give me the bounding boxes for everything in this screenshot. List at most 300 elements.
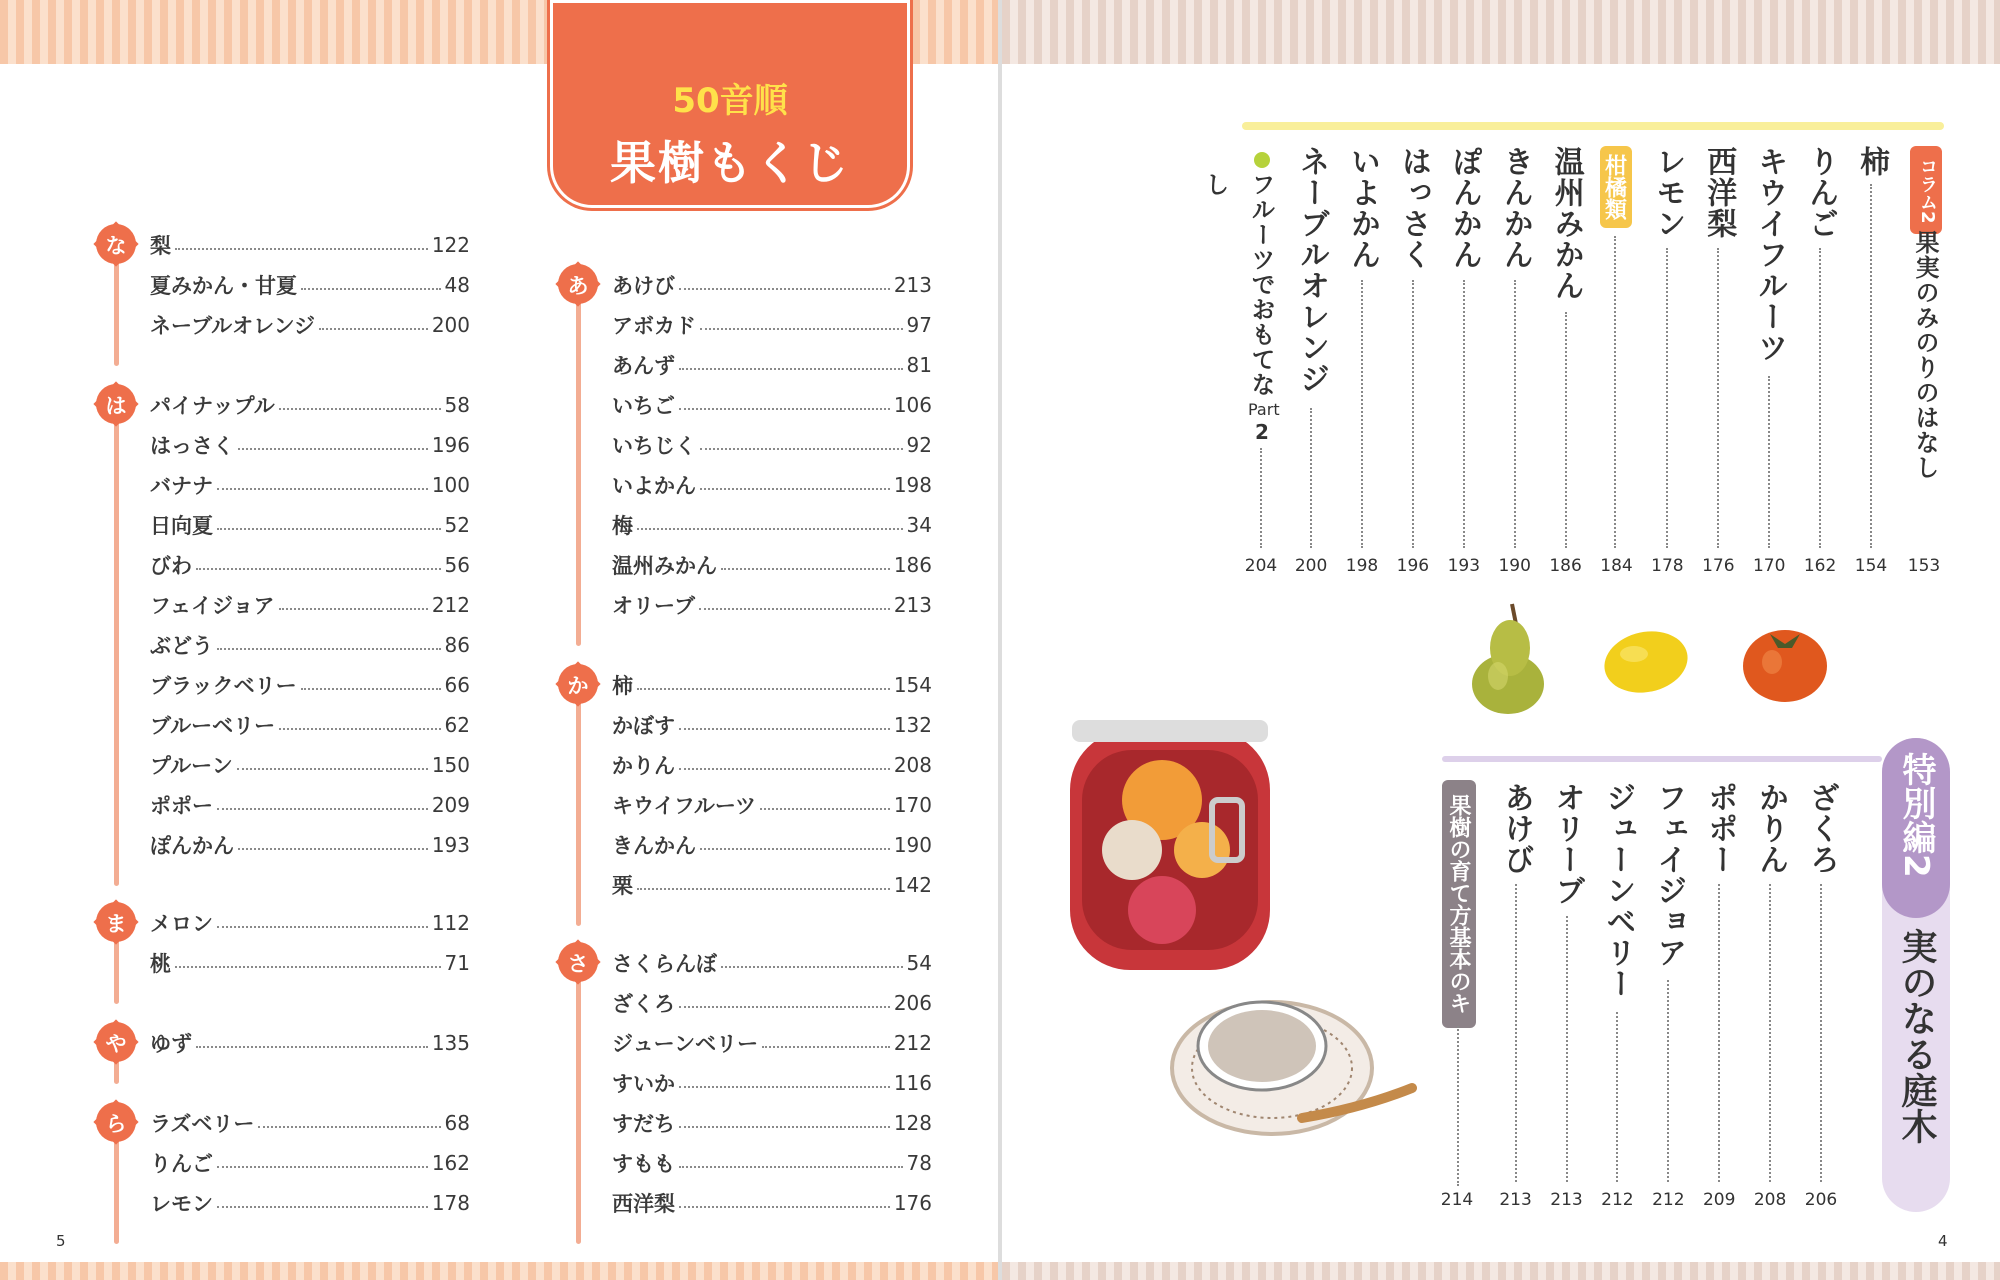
entry-page: 209 (431, 793, 470, 817)
leader-dots (217, 808, 428, 810)
entry-name: いちじく (612, 434, 696, 458)
entry-name: あけび (612, 274, 675, 298)
entry-name: 温州みかん (1548, 146, 1584, 301)
entry-name: あんず (612, 354, 675, 378)
index-entry[interactable] (612, 790, 932, 820)
contents-entry[interactable] (1746, 146, 1792, 363)
leader-dots (679, 288, 890, 290)
entry-page: 68 (444, 1111, 470, 1135)
special-chapter-title: 実のなる庭木 (1896, 928, 1937, 1144)
leader-dots (679, 1006, 890, 1008)
contents-entry[interactable] (1544, 782, 1590, 906)
leader-dots (1515, 884, 1517, 1182)
page-title: 果樹もくじ (610, 136, 850, 190)
section-line (1242, 122, 1944, 130)
title-tab (550, 0, 910, 208)
contents-entry[interactable] (1644, 146, 1690, 239)
leader-dots (196, 1046, 428, 1048)
title-subtitle: 50音順 (672, 81, 788, 121)
group-head-label: な (105, 234, 127, 258)
leader-dots (760, 808, 890, 810)
entry-name: ジューンベリー (1600, 782, 1636, 999)
leader-dots (217, 1166, 428, 1168)
entry-name: はっさく (1395, 146, 1431, 270)
entry-page: 128 (893, 1111, 932, 1135)
right-page (1002, 0, 2000, 1280)
entry-page: 186 (893, 553, 932, 577)
leader-dots (217, 926, 428, 928)
leader-dots (238, 448, 428, 450)
entry-page: 212 (431, 593, 470, 617)
entry-page: 170 (1752, 556, 1786, 576)
entry-page: 208 (1753, 1190, 1787, 1210)
entry-page: 196 (1396, 556, 1430, 576)
entry-name: オリーブ (612, 594, 695, 618)
persimmon-image (1740, 620, 1830, 704)
entry-page: 81 (906, 353, 932, 377)
entry-name: すいか (612, 1072, 675, 1096)
contents-entry[interactable] (1493, 782, 1539, 875)
leader-dots (217, 528, 441, 530)
entry-name: 梅 (612, 514, 633, 538)
contents-entry[interactable] (1492, 146, 1538, 270)
entry-name: いよかん (612, 474, 696, 498)
special-chapter-label: 特別編2 (1896, 752, 1936, 878)
entry-name: ぶどう (150, 634, 213, 658)
leader-dots (175, 966, 441, 968)
index-entry[interactable] (150, 670, 470, 700)
index-entry[interactable] (150, 630, 470, 660)
entry-name: あけび (1498, 782, 1534, 875)
group-head-badge (96, 384, 136, 424)
group-head-label: さ (567, 952, 589, 976)
index-entry[interactable] (612, 830, 932, 860)
entry-page: 132 (893, 713, 932, 737)
group-line (576, 296, 581, 646)
group-line (114, 1134, 119, 1244)
entry-page: 212 (893, 1031, 932, 1055)
leader-dots (1616, 1012, 1618, 1182)
leader-dots (637, 528, 903, 530)
entry-page: 206 (893, 991, 932, 1015)
group-line (576, 974, 581, 1244)
entry-page: 154 (1854, 556, 1888, 576)
entry-name: すもも (612, 1152, 675, 1176)
index-entry[interactable] (150, 310, 470, 340)
entry-name: フェイジョア (1651, 782, 1687, 968)
leader-dots (279, 408, 441, 410)
contents-entry[interactable] (1797, 146, 1843, 239)
leader-dots (1566, 916, 1568, 1182)
index-entry[interactable] (150, 830, 470, 860)
citrus-tag: 柑橘類 (1600, 146, 1632, 228)
entry-page: 190 (1498, 556, 1531, 576)
index-entry[interactable] (150, 550, 470, 580)
leader-dots (217, 1206, 428, 1208)
entry-page: 162 (431, 1151, 470, 1175)
entry-page: 97 (906, 313, 932, 337)
entry-name: ラズベリー (150, 1112, 255, 1136)
index-entry[interactable] (150, 710, 470, 740)
index-entry[interactable] (612, 350, 932, 380)
leader-dots (700, 488, 890, 490)
entry-name: オリーブ (1549, 782, 1585, 906)
leader-dots (1820, 884, 1822, 1182)
leader-dots (237, 768, 428, 770)
entry-name: アボカド (612, 314, 696, 338)
index-entry[interactable] (150, 1028, 470, 1058)
index-entry[interactable] (612, 750, 932, 780)
fruit-jar-image (1052, 690, 1292, 980)
entry-page: 66 (444, 673, 470, 697)
index-entry[interactable] (612, 1148, 932, 1178)
entry-name: キウイフルーツ (612, 794, 757, 818)
entry-page: 200 (1294, 556, 1328, 576)
entry-name: ポポー (150, 794, 213, 818)
leader-dots (1718, 884, 1720, 1182)
part-label: Part (1248, 400, 1280, 419)
entry-name: 日向夏 (150, 514, 213, 538)
leader-dots (1768, 376, 1770, 548)
index-entry[interactable] (150, 790, 470, 820)
leader-dots (196, 568, 441, 570)
group-head-label: ま (105, 912, 127, 936)
entry-name: びわ (150, 554, 192, 578)
entry-page: 142 (893, 873, 932, 897)
leader-dots (1514, 280, 1516, 548)
leader-dots (679, 408, 890, 410)
leader-dots (1463, 280, 1465, 548)
index-entry[interactable] (612, 270, 932, 300)
entry-name: ざくろ (612, 992, 675, 1016)
leader-dots (679, 1206, 890, 1208)
lemon-image (1600, 626, 1692, 698)
entry-name: りんご (150, 1152, 213, 1176)
entry-page: 198 (893, 473, 932, 497)
entry-name: レモン (1650, 146, 1686, 239)
leader-dots (762, 1046, 890, 1048)
index-entry[interactable] (150, 510, 470, 540)
section-line-special (1442, 756, 1882, 762)
entry-name: フェイジョア (150, 594, 275, 618)
page-number: 5 (56, 1232, 66, 1250)
entry-name: プルーン (150, 754, 233, 778)
entry-name: パイナップル (150, 394, 275, 418)
leader-dots (679, 728, 890, 730)
index-entry[interactable] (150, 1108, 470, 1138)
index-entry[interactable] (612, 470, 932, 500)
contents-entry[interactable] (1848, 146, 1894, 177)
entry-name: 柿 (1854, 146, 1889, 177)
contents-entry[interactable] (1645, 782, 1691, 968)
entry-name: バナナ (150, 474, 213, 498)
entry-name: 梨 (150, 234, 171, 258)
entry-page: 213 (893, 593, 932, 617)
index-entry[interactable] (612, 670, 932, 700)
bottom-stripe (0, 1262, 998, 1280)
entry-name: かりん (1753, 782, 1789, 875)
index-entry[interactable] (150, 390, 470, 420)
entry-page: 122 (431, 233, 470, 257)
entry-page: 106 (893, 393, 932, 417)
group-line (114, 256, 119, 366)
index-entry[interactable] (150, 230, 470, 260)
leader-dots (1565, 312, 1567, 548)
group-head-badge (96, 902, 136, 942)
entry-name: 温州みかん (612, 554, 717, 578)
entry-page: 178 (431, 1191, 470, 1215)
entry-name: 柿 (612, 674, 633, 698)
column-tag: コラム2 (1910, 146, 1942, 234)
entry-page: 212 (1601, 1190, 1634, 1210)
entry-page: 198 (1345, 556, 1379, 576)
index-entry[interactable] (612, 590, 932, 620)
entry-page: 193 (431, 833, 470, 857)
leader-dots (1870, 184, 1872, 548)
entry-page: 186 (1549, 556, 1582, 576)
group-head-badge (558, 942, 598, 982)
entry-page: 176 (1702, 556, 1735, 576)
entry-name: きんかん (612, 834, 696, 858)
soup-cup-image (1162, 988, 1422, 1138)
index-entry[interactable] (612, 550, 932, 580)
leader-dots (679, 1126, 890, 1128)
entry-page: 209 (1702, 1190, 1736, 1210)
entry-page: 112 (431, 911, 470, 935)
entry-page: 62 (444, 713, 470, 737)
leader-dots (1769, 884, 1771, 1182)
garden-page: 214 (1440, 1190, 1474, 1210)
leader-dots (1614, 236, 1616, 548)
entry-name: ゆず (150, 1032, 192, 1056)
leader-dots (679, 1166, 903, 1168)
leader-dots (679, 368, 903, 370)
index-entry[interactable] (612, 870, 932, 900)
index-entry[interactable] (150, 1188, 470, 1218)
entry-name: ネーブルオレンジ (150, 314, 316, 338)
page-number: 4 (1938, 1232, 1948, 1250)
entry-page: 213 (1550, 1190, 1583, 1210)
leader-dots (637, 688, 890, 690)
contents-entry[interactable] (1594, 782, 1640, 999)
garden-leader (1457, 1026, 1459, 1186)
contents-entry[interactable] (1441, 146, 1487, 270)
entry-name: かぼす (612, 714, 675, 738)
group-head-badge (96, 1102, 136, 1142)
entry-name: ブラックベリー (150, 674, 297, 698)
leader-dots (301, 688, 441, 690)
index-entry[interactable] (150, 948, 470, 978)
entry-page: 162 (1803, 556, 1837, 576)
leader-dots (699, 608, 890, 610)
index-entry[interactable] (150, 470, 470, 500)
part-leader (1260, 448, 1262, 548)
entry-page: 78 (906, 1151, 932, 1175)
entry-name: りんご (1803, 146, 1839, 239)
contents-entry[interactable] (1543, 146, 1589, 301)
index-entry[interactable] (612, 988, 932, 1018)
part-item-title: フルーツでおもてなし (1201, 172, 1275, 397)
entry-name: 栗 (612, 874, 633, 898)
entry-name: さくらんぼ (612, 952, 717, 976)
leader-dots (637, 888, 890, 890)
entry-page: 54 (906, 951, 932, 975)
entry-page: 71 (444, 951, 470, 975)
index-entry[interactable] (612, 310, 932, 340)
leader-dots (258, 1126, 440, 1128)
contents-entry[interactable] (1695, 146, 1741, 239)
bullet-dot (1254, 152, 1270, 168)
entry-page: 100 (431, 473, 470, 497)
index-entry[interactable] (150, 590, 470, 620)
leader-dots (1667, 980, 1669, 1182)
group-head-badge (558, 264, 598, 304)
group-line (114, 934, 119, 1004)
garden-tag: 果樹の育て方基本のキ (1442, 780, 1476, 1028)
entry-name: ジューンベリー (612, 1032, 759, 1056)
leader-dots (279, 608, 428, 610)
group-head-label: あ (567, 274, 589, 298)
entry-page: 150 (431, 753, 470, 777)
entry-page: 208 (893, 753, 932, 777)
entry-name: メロン (150, 912, 213, 936)
entry-page: 52 (444, 513, 470, 537)
group-head-label: ら (105, 1112, 127, 1136)
leader-dots (217, 648, 441, 650)
leader-dots (721, 568, 890, 570)
group-head-label: や (105, 1032, 127, 1056)
leader-dots (238, 848, 428, 850)
group-head-badge (558, 664, 598, 704)
contents-entry[interactable] (1696, 782, 1742, 875)
contents-entry[interactable] (1390, 146, 1436, 270)
column-title: 果実のみのりのはなし (1911, 230, 1939, 480)
entry-page: 213 (893, 273, 932, 297)
index-entry[interactable] (150, 750, 470, 780)
leader-dots (301, 288, 441, 290)
entry-page: 170 (893, 793, 932, 817)
entry-page: 212 (1652, 1190, 1685, 1210)
group-head-badge (96, 1022, 136, 1062)
group-head-badge (96, 224, 136, 264)
leader-dots (700, 448, 903, 450)
entry-name: ぽんかん (1446, 146, 1482, 270)
entry-name: 西洋梨 (1701, 146, 1737, 239)
entry-name: レモン (150, 1192, 213, 1216)
entry-page: 116 (893, 1071, 932, 1095)
index-entry[interactable] (612, 430, 932, 460)
leader-dots (279, 728, 440, 730)
column-page: 153 (1907, 556, 1941, 576)
entry-name: ぽんかん (150, 834, 234, 858)
entry-name: ブルーベリー (150, 714, 276, 738)
contents-entry[interactable] (1747, 782, 1793, 875)
contents-entry[interactable] (1339, 146, 1385, 270)
entry-page: 92 (906, 433, 932, 457)
leader-dots (1412, 280, 1414, 548)
index-entry[interactable] (612, 390, 932, 420)
entry-page: 48 (444, 273, 470, 297)
entry-page: 56 (444, 553, 470, 577)
leader-dots (1717, 248, 1719, 548)
leader-dots (1361, 280, 1363, 548)
entry-name: いちご (612, 394, 675, 418)
entry-page: 213 (1499, 1190, 1532, 1210)
entry-name: きんかん (1497, 146, 1533, 270)
leader-dots (217, 488, 428, 490)
entry-name: いよかん (1345, 146, 1380, 270)
index-entry[interactable] (612, 710, 932, 740)
contents-entry[interactable] (1798, 782, 1844, 875)
entry-name: ポポー (1702, 782, 1738, 875)
entry-name: 西洋梨 (612, 1192, 675, 1216)
entry-name: かりん (612, 754, 675, 778)
bottom-stripe (1002, 1262, 2000, 1280)
pear-image (1466, 598, 1550, 716)
group-head-label: か (567, 674, 589, 698)
group-line (576, 696, 581, 926)
entry-page: 206 (1804, 1190, 1838, 1210)
group-head-label: は (105, 394, 127, 418)
leader-dots (1310, 408, 1312, 548)
entry-page: 154 (893, 673, 932, 697)
leader-dots (319, 328, 428, 330)
entry-page: 196 (431, 433, 470, 457)
entry-page: 34 (906, 513, 932, 537)
contents-entry[interactable] (1288, 146, 1334, 394)
group-line (114, 416, 119, 886)
entry-page: 58 (444, 393, 470, 417)
index-entry[interactable] (612, 1108, 932, 1138)
index-entry[interactable] (150, 908, 470, 938)
entry-page: 184 (1600, 556, 1633, 576)
index-entry[interactable] (150, 430, 470, 460)
entry-page: 200 (431, 313, 470, 337)
leader-dots (700, 848, 890, 850)
entry-name: はっさく (150, 434, 234, 458)
leader-dots (1666, 248, 1668, 548)
index-entry[interactable] (612, 1188, 932, 1218)
leader-dots (679, 768, 890, 770)
entry-page: 178 (1651, 556, 1684, 576)
entry-name: ネーブルオレンジ (1294, 146, 1330, 394)
entry-page: 135 (431, 1031, 470, 1055)
top-stripe (1002, 0, 2000, 64)
leader-dots (721, 966, 903, 968)
index-entry[interactable] (612, 1068, 932, 1098)
index-entry[interactable] (150, 1148, 470, 1178)
part-page: 204 (1244, 556, 1278, 576)
leader-dots (175, 248, 428, 250)
leader-dots (700, 328, 903, 330)
entry-name: キウイフルーツ (1752, 146, 1788, 363)
entry-page: 190 (893, 833, 932, 857)
index-entry[interactable] (150, 270, 470, 300)
leader-dots (1819, 248, 1821, 548)
entry-name: 夏みかん・甘夏 (150, 274, 297, 298)
entry-name: 桃 (150, 952, 171, 976)
leader-dots (679, 1086, 890, 1088)
entry-page: 193 (1447, 556, 1481, 576)
index-entry[interactable] (612, 1028, 932, 1058)
entry-name: すだち (612, 1112, 675, 1136)
index-entry[interactable] (612, 510, 932, 540)
entry-page: 176 (893, 1191, 932, 1215)
left-page (0, 0, 998, 1280)
entry-name: ざくろ (1804, 782, 1839, 875)
part-number: 2 (1255, 420, 1269, 444)
index-entry[interactable] (612, 948, 932, 978)
